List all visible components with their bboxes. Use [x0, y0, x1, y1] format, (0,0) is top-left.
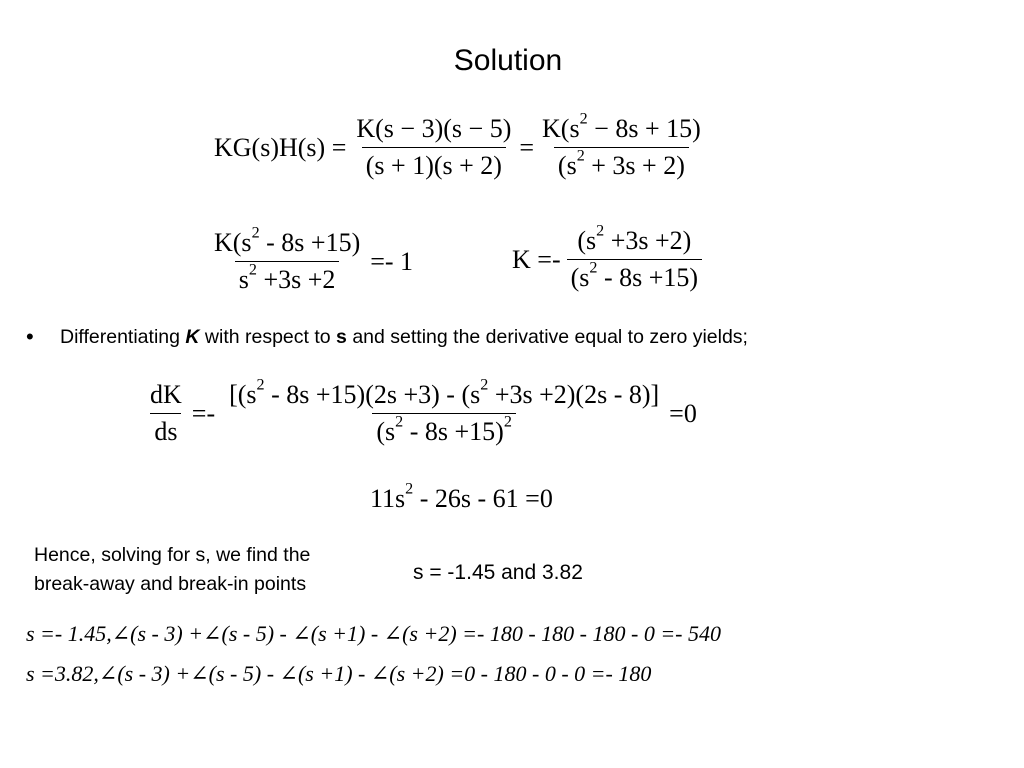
gain-k-equation [512, 222, 702, 293]
fraction-denominator: $(s^2 - 8s +15)^2$ [372, 413, 516, 447]
derivative-equation [146, 376, 697, 447]
transfer-function-fraction-factored [352, 114, 515, 181]
gain-k-lhs: K =- [512, 244, 561, 274]
fraction-denominator: (s + 1)(s + 2) [362, 147, 506, 181]
characteristic-equation [210, 224, 414, 295]
bold-s: s [336, 326, 347, 348]
transfer-function-fraction-expanded [538, 110, 705, 181]
fraction-numerator: $(s^2 +3s +2)$ [577, 222, 692, 255]
fraction-numerator: K(s − 3)(s − 5) [356, 114, 512, 143]
dk-ds-fraction [146, 380, 186, 447]
derivative-equals: =- [191, 398, 216, 428]
fraction-numerator: dK [150, 380, 182, 409]
hence-text [34, 541, 310, 599]
transfer-function-equation [214, 110, 705, 181]
angle-condition-s2: s =3.82,∠(s - 3) +∠(s - 5) - ∠(s +1) - ∠(s +2) =0 - 180 - 0 - 0 =- 180 [26, 661, 652, 686]
fraction-numerator: $K(s^2 - 8s +15)$ [214, 224, 361, 257]
break-points-answer: s = -1.45 and 3.82 [413, 561, 583, 584]
characteristic-fraction [210, 224, 364, 295]
characteristic-rhs: =- 1 [370, 246, 414, 276]
bullet-text: Differentiating K with respect to s and setting the derivative equal to zero yields; [60, 326, 748, 348]
quadratic-equation: $11s^2 - 26s - 61 =0$ [370, 480, 553, 513]
fraction-denominator: $(s^2 + 3s + 2)$ [554, 147, 689, 181]
fraction-denominator: $(s^2 - 8s +15)$ [567, 259, 702, 293]
fraction-numerator: $[(s^2 - 8s +15)(2s +3) - (s^2 +3s +2)(2s - 8)]$ [229, 376, 660, 409]
derivative-fraction [225, 376, 663, 447]
bullet-marker: • [26, 324, 34, 349]
hence-text-line-1: Hence, solving for s, we find the [34, 544, 311, 566]
fraction-denominator: ds [150, 413, 181, 447]
page-title: Solution [453, 44, 563, 77]
gain-k-fraction [567, 222, 702, 293]
transfer-function-lhs: KG(s)H(s) = [214, 132, 347, 162]
bold-k: K [185, 326, 200, 348]
equals-sign: = [519, 132, 535, 162]
angle-condition-s1: s =- 1.45,∠(s - 3) +∠(s - 5) - ∠(s +1) - ∠(s +2) =- 180 - 180 - 180 - 0 =- 540 [26, 621, 721, 646]
fraction-numerator: $K(s^2 - 8s + 15)$ [542, 110, 701, 143]
fraction-denominator: $s^2 +3s +2$ [235, 261, 340, 295]
derivative-rhs: =0 [669, 398, 697, 428]
hence-text-line-2: break-away and break-in points [34, 573, 307, 595]
